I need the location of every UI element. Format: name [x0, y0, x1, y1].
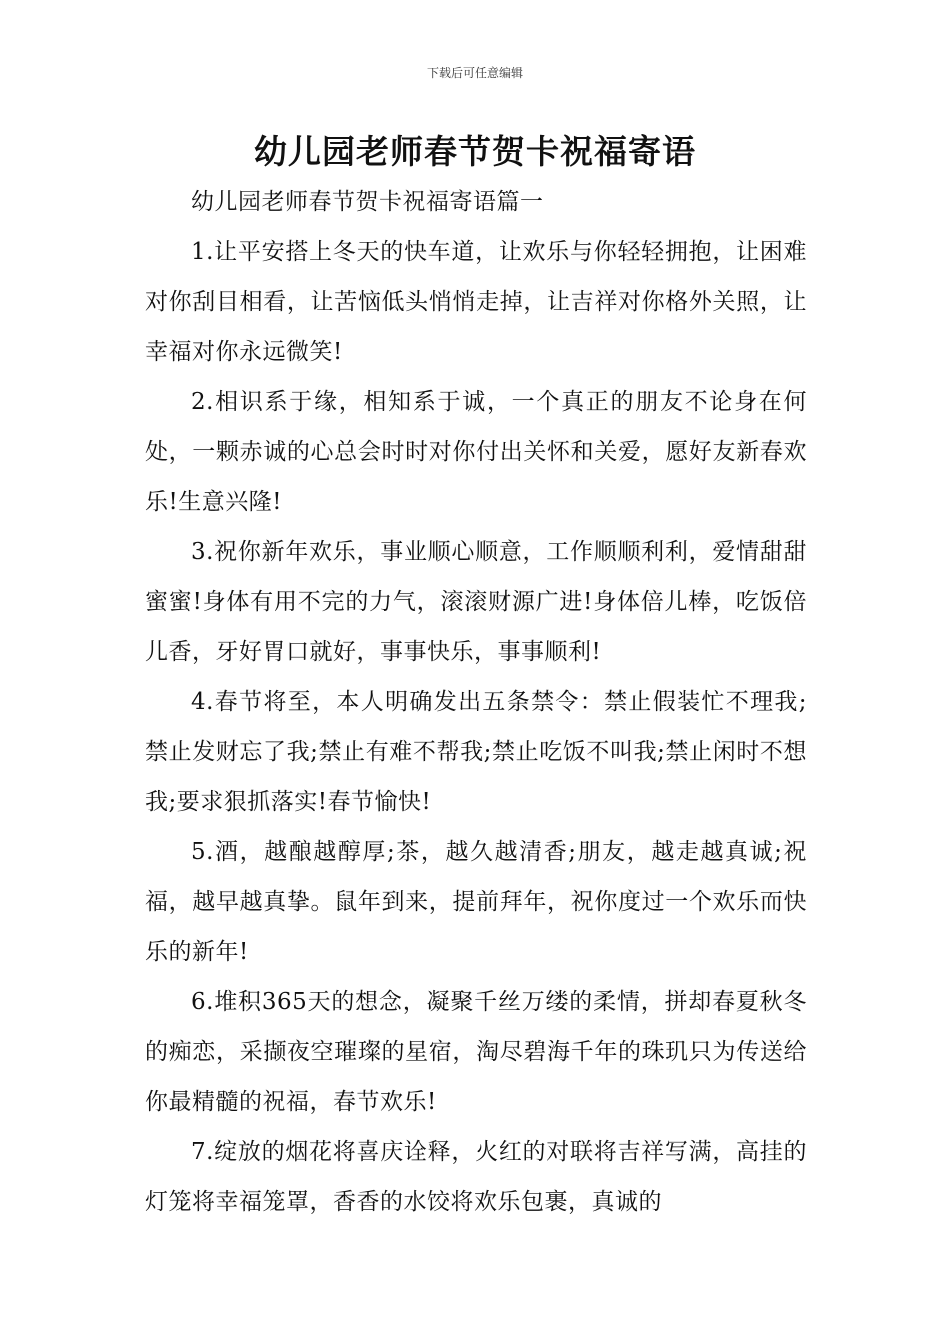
paragraph-4: 4.春节将至，本人明确发出五条禁令：禁止假装忙不理我;禁止发财忘了我;禁止有难不帮我;禁止吃饭不叫我;禁止闲时不想我;要求狠抓落实!春节愉快! [145, 689, 807, 815]
header-note: 下载后可任意编辑 [426, 66, 523, 80]
document-title: 幼儿园老师春节贺卡祝福寄语 [254, 132, 696, 171]
paragraph-2: 2.相识系于缘，相知系于诚，一个真正的朋友不论身在何处，一颗赤诚的心总会时时对你付出关怀和关爱，愿好友新春欢乐!生意兴隆! [145, 389, 807, 515]
paragraph-7: 7.绽放的烟花将喜庆诠释，火红的对联将吉祥写满，高挂的灯笼将幸福笼罩，香香的水饺将欢乐包裹，真诚的 [145, 1139, 807, 1215]
paragraph-1: 1.让平安搭上冬天的快车道，让欢乐与你轻轻拥抱，让困难对你刮目相看，让苦恼低头悄悄走掉，让吉祥对你格外关照，让幸福对你永远微笑! [145, 239, 807, 365]
paragraph-6: 6.堆积365天的想念，凝聚千丝万缕的柔情，拼却春夏秋冬的痴恋，采撷夜空璀璨的星宿，淘尽碧海千年的珠玑只为传送给你最精髓的祝福，春节欢乐! [145, 989, 807, 1115]
paragraph-3: 3.祝你新年欢乐，事业顺心顺意，工作顺顺利利，爱情甜甜蜜蜜!身体有用不完的力气，滚滚财源广进!身体倍儿棒，吃饭倍儿香，牙好胃口就好，事事快乐，事事顺利! [145, 539, 807, 665]
paragraph-5: 5.酒，越酿越醇厚;茶，越久越清香;朋友，越走越真诚;祝福，越早越真挚。鼠年到来，提前拜年，祝你度过一个欢乐而快乐的新年! [145, 839, 807, 965]
section-subtitle: 幼儿园老师春节贺卡祝福寄语篇一 [191, 189, 544, 215]
document-body [145, 177, 807, 1227]
